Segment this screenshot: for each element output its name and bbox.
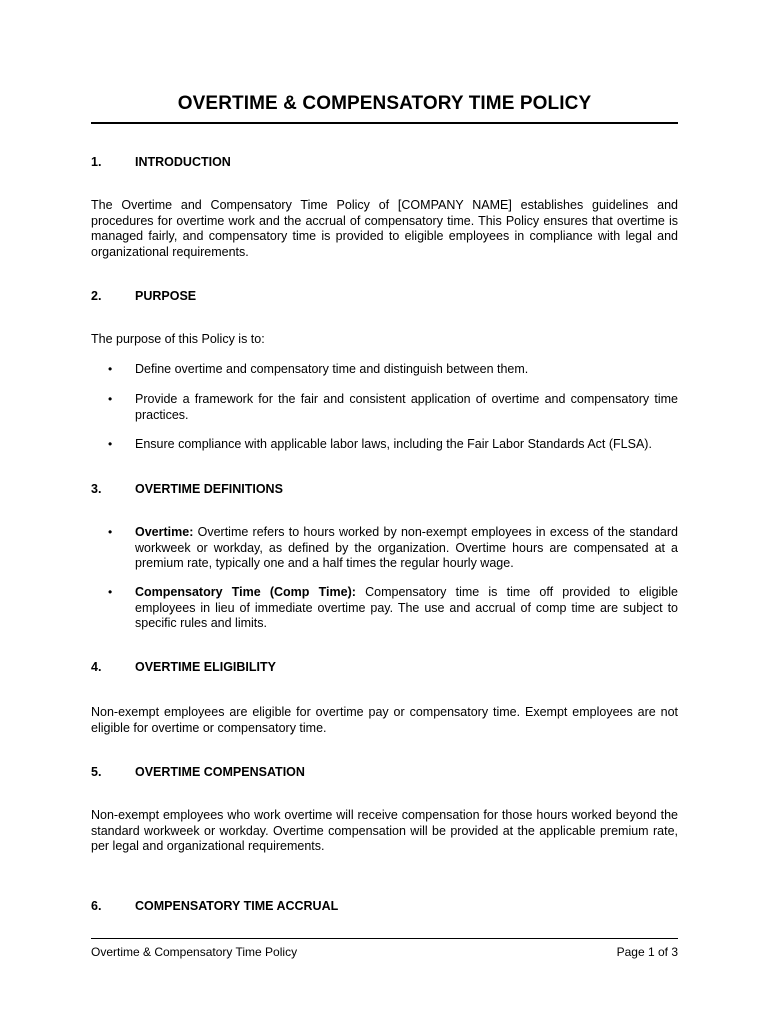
section-title: OVERTIME DEFINITIONS: [135, 482, 283, 496]
definition-item: [108, 525, 678, 572]
bullet-icon: •: [108, 362, 113, 376]
definition-item: [108, 585, 678, 632]
page-number: Page 1 of 3: [616, 945, 678, 959]
list-item-text: Provide a framework for the fair and consistent application of overtime and compensatory time practices.: [135, 392, 678, 422]
document-title: OVERTIME & COMPENSATORY TIME POLICY: [177, 93, 592, 114]
section-number: 2.: [91, 289, 102, 303]
definition-text: [135, 525, 678, 572]
definition-term: Overtime:: [135, 525, 194, 539]
list-item: [108, 362, 678, 378]
bullet-icon: •: [108, 585, 113, 599]
section-number: 1.: [91, 155, 102, 169]
list-item-text: Ensure compliance with applicable labor laws, including the Fair Labor Standards Act (FLSA).: [135, 437, 652, 451]
section-number: 4.: [91, 660, 102, 674]
section-number: 3.: [91, 482, 102, 496]
section-title: OVERTIME ELIGIBILITY: [135, 660, 276, 674]
definition-body: Overtime refers to hours worked by non-exempt employees in excess of the standard workweek or workday, as defined by the organization. Overtime hours are compensated at a premium rate, typically one and a half times the regular hourly wage.: [135, 525, 678, 570]
bullet-icon: •: [108, 437, 113, 451]
compensation-paragraph: Non-exempt employees who work overtime will receive compensation for those hours worked beyond the standard workweek or workday. Overtime compensation will be provided at the applicable premium rate, per legal and organizational requirements.: [91, 808, 678, 853]
section-title: COMPENSATORY TIME ACCRUAL: [135, 899, 339, 913]
definition-body: Compensatory time is time off provided to eligible employees in lieu of immediate overtime pay. The use and accrual of comp time are subject to specific rules and limits.: [135, 585, 678, 630]
section-title: INTRODUCTION: [135, 155, 231, 169]
title-divider: [91, 122, 678, 124]
footer-divider: [91, 938, 678, 939]
bullet-icon: •: [108, 392, 113, 406]
section-number: 5.: [91, 765, 102, 779]
section-title: OVERTIME COMPENSATION: [135, 765, 305, 779]
bullet-icon: •: [108, 525, 113, 539]
list-item: [108, 437, 678, 453]
section-number: 6.: [91, 899, 102, 913]
list-item: [108, 392, 678, 423]
purpose-intro: The purpose of this Policy is to:: [91, 332, 265, 346]
section-title: PURPOSE: [135, 289, 197, 303]
eligibility-paragraph: Non-exempt employees are eligible for overtime pay or compensatory time. Exempt employees are not eligible for overtime or compensatory time.: [91, 705, 678, 735]
definition-text: [135, 585, 678, 632]
introduction-paragraph: The Overtime and Compensatory Time Policy of [COMPANY NAME] establishes guidelines and procedures for overtime work and the accrual of compensatory time. This Policy ensures that overtime is managed fairly, and compensatory time is provided to eligible employees in compliance with legal and organizational requirements.: [91, 198, 678, 259]
footer-document-title: Overtime & Compensatory Time Policy: [91, 945, 298, 959]
definition-term: Compensatory Time (Comp Time):: [135, 585, 356, 599]
list-item-text: Define overtime and compensatory time and distinguish between them.: [135, 362, 529, 376]
